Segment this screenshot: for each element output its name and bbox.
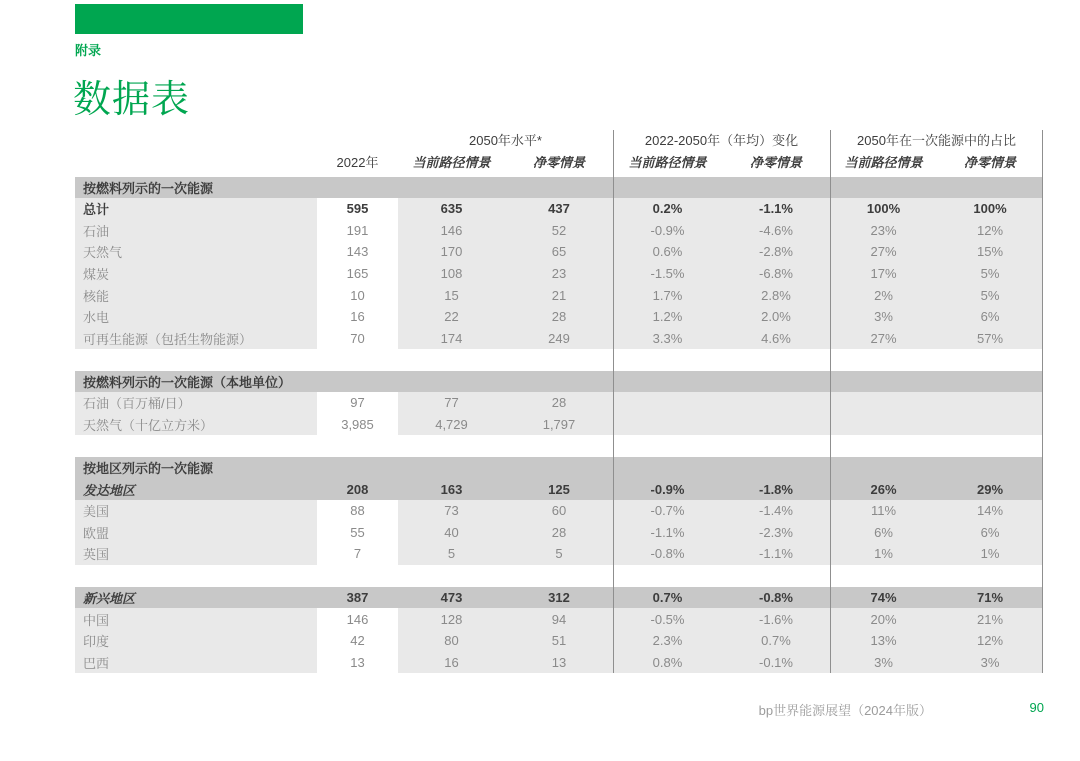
table-row [75, 630, 1043, 652]
table-body [75, 177, 1043, 673]
table-cell [937, 392, 1043, 414]
row-label: 天然气 [75, 241, 317, 263]
table-cell: 27% [830, 241, 937, 263]
table-cell: -0.9% [613, 478, 722, 500]
table-cell: 88 [317, 500, 398, 522]
section-gap [75, 435, 1043, 457]
table-cell: 5 [505, 543, 613, 565]
table-cell: 17% [830, 263, 937, 285]
table-cell: 13 [317, 652, 398, 674]
table-cell: 174 [398, 328, 505, 350]
row-label: 美国 [75, 500, 317, 522]
table-cell: 77 [398, 392, 505, 414]
table-cell: 100% [937, 198, 1043, 220]
table-cell: 15% [937, 241, 1043, 263]
table-cell: 3.3% [613, 328, 722, 350]
row-label: 中国 [75, 608, 317, 630]
table-cell: 16 [317, 306, 398, 328]
table-cell: 100% [830, 198, 937, 220]
table-cell: -0.5% [613, 608, 722, 630]
table-cell: 4,729 [398, 414, 505, 436]
table-cell [830, 414, 937, 436]
column-divider [613, 130, 614, 673]
column-header-row [75, 150, 1043, 177]
table-cell: 23% [830, 220, 937, 242]
table-cell: 3% [830, 652, 937, 674]
row-label: 水电 [75, 306, 317, 328]
table-cell: 16 [398, 652, 505, 674]
table-cell [722, 414, 830, 436]
table-cell: 3,985 [317, 414, 398, 436]
table-row [75, 198, 1043, 220]
row-label: 新兴地区 [75, 587, 317, 609]
table-row [75, 284, 1043, 306]
table-row [75, 263, 1043, 285]
column-header-current-path-2: 当前路径情景 [628, 155, 707, 170]
table-row [75, 306, 1043, 328]
table-cell: -4.6% [722, 220, 830, 242]
table-cell: 55 [317, 522, 398, 544]
footer-source-text: bp世界能源展望（2024年版） [758, 703, 932, 718]
section-header: 按地区列示的一次能源 [75, 457, 1043, 478]
table-row [75, 478, 1043, 500]
table-cell: -1.1% [722, 543, 830, 565]
table-cell: 51 [505, 630, 613, 652]
table-cell: -1.8% [722, 478, 830, 500]
table-cell: 249 [505, 328, 613, 350]
table-cell: 312 [505, 587, 613, 609]
table-cell: 22 [398, 306, 505, 328]
table-cell: 5% [937, 263, 1043, 285]
table-row [75, 587, 1043, 609]
table-row [75, 608, 1043, 630]
table-cell [937, 414, 1043, 436]
section-gap [75, 349, 1043, 371]
table-cell: 74% [830, 587, 937, 609]
table-cell: 5 [398, 543, 505, 565]
column-header-2022: 2022年 [336, 155, 379, 170]
table-cell: 42 [317, 630, 398, 652]
row-label: 可再生能源（包括生物能源） [75, 328, 317, 350]
table-cell: 70 [317, 328, 398, 350]
table-cell: 1.7% [613, 284, 722, 306]
table-cell: 6% [937, 306, 1043, 328]
table-cell: 387 [317, 587, 398, 609]
table-cell: 2.3% [613, 630, 722, 652]
column-header-net-zero-1: 净零情景 [532, 155, 585, 170]
table-cell: 2% [830, 284, 937, 306]
table-cell: 65 [505, 241, 613, 263]
table-cell: -2.8% [722, 241, 830, 263]
table-row [75, 220, 1043, 242]
table-row [75, 500, 1043, 522]
table-cell [613, 414, 722, 436]
table-cell: 52 [505, 220, 613, 242]
table-cell: 20% [830, 608, 937, 630]
table-cell: -1.5% [613, 263, 722, 285]
row-label: 发达地区 [75, 478, 317, 500]
table-cell: 128 [398, 608, 505, 630]
table-cell: 26% [830, 478, 937, 500]
table-cell: 12% [937, 630, 1043, 652]
table-cell: 28 [505, 392, 613, 414]
table-cell: -2.3% [722, 522, 830, 544]
table-cell: 208 [317, 478, 398, 500]
table-cell: 14% [937, 500, 1043, 522]
table-cell: -0.1% [722, 652, 830, 674]
table-cell: -0.8% [613, 543, 722, 565]
table-cell: 125 [505, 478, 613, 500]
data-table [75, 130, 1043, 673]
table-cell: 0.6% [613, 241, 722, 263]
table-cell: 143 [317, 241, 398, 263]
table-cell: -1.6% [722, 608, 830, 630]
table-cell: 3% [830, 306, 937, 328]
table-row [75, 328, 1043, 350]
table-cell: 165 [317, 263, 398, 285]
table-section [75, 371, 1043, 435]
table-row [75, 392, 1043, 414]
column-divider [1042, 130, 1043, 673]
table-cell: 4.6% [722, 328, 830, 350]
table-row [75, 543, 1043, 565]
table-cell: 146 [317, 608, 398, 630]
table-cell [613, 392, 722, 414]
table-cell: 28 [505, 306, 613, 328]
table-cell: 10 [317, 284, 398, 306]
table-cell: 1.2% [613, 306, 722, 328]
column-header-current-path-1: 当前路径情景 [412, 155, 491, 170]
table-cell: 6% [830, 522, 937, 544]
row-label: 欧盟 [75, 522, 317, 544]
table-cell: 163 [398, 478, 505, 500]
column-group-header-row [75, 130, 1043, 150]
row-label: 总计 [75, 198, 317, 220]
table-cell: 11% [830, 500, 937, 522]
table-section [75, 457, 1043, 564]
table-cell: 170 [398, 241, 505, 263]
footer-page-number: 90 [1029, 700, 1044, 715]
table-cell: -6.8% [722, 263, 830, 285]
row-label: 核能 [75, 284, 317, 306]
row-label: 印度 [75, 630, 317, 652]
table-row [75, 414, 1043, 436]
section-header: 按燃料列示的一次能源（本地单位） [75, 371, 1043, 392]
table-row [75, 652, 1043, 674]
page-title: 数据表 [73, 79, 191, 121]
table-cell: -0.7% [613, 500, 722, 522]
section-gap [75, 565, 1043, 587]
table-cell: 13% [830, 630, 937, 652]
row-label: 巴西 [75, 652, 317, 674]
column-group-change: 2022-2050年（年均）变化 [644, 133, 799, 148]
table-cell: -0.9% [613, 220, 722, 242]
table-section [75, 177, 1043, 349]
brand-color-bar [75, 4, 303, 34]
table-cell: 1,797 [505, 414, 613, 436]
column-divider [830, 130, 831, 673]
table-cell: 191 [317, 220, 398, 242]
table-cell: 2.0% [722, 306, 830, 328]
table-cell: 0.8% [613, 652, 722, 674]
table-cell: 0.2% [613, 198, 722, 220]
table-cell: 97 [317, 392, 398, 414]
table-cell: 29% [937, 478, 1043, 500]
table-cell: 60 [505, 500, 613, 522]
table-cell [722, 392, 830, 414]
column-group-share: 2050年在一次能源中的占比 [857, 133, 1016, 148]
row-label: 煤炭 [75, 263, 317, 285]
table-cell: -1.1% [722, 198, 830, 220]
table-cell: 595 [317, 198, 398, 220]
table-cell: 108 [398, 263, 505, 285]
table-cell: 6% [937, 522, 1043, 544]
table-cell: 40 [398, 522, 505, 544]
row-label: 石油 [75, 220, 317, 242]
table-cell: 57% [937, 328, 1043, 350]
table-cell: 94 [505, 608, 613, 630]
table-cell: 21% [937, 608, 1043, 630]
table-cell: 23 [505, 263, 613, 285]
table-cell: 0.7% [613, 587, 722, 609]
table-cell: 80 [398, 630, 505, 652]
row-label: 天然气（十亿立方米） [75, 414, 317, 436]
column-header-current-path-3: 当前路径情景 [844, 155, 923, 170]
table-cell: 146 [398, 220, 505, 242]
table-cell: -1.4% [722, 500, 830, 522]
row-label: 英国 [75, 543, 317, 565]
table-cell: -0.8% [722, 587, 830, 609]
table-cell: 473 [398, 587, 505, 609]
table-cell: 1% [937, 543, 1043, 565]
table-cell: 3% [937, 652, 1043, 674]
table-cell: 437 [505, 198, 613, 220]
column-group-levels-2050: 2050年水平* [469, 133, 542, 148]
table-cell: 15 [398, 284, 505, 306]
column-header-net-zero-2: 净零情景 [749, 155, 802, 170]
table-cell: 13 [505, 652, 613, 674]
row-label: 石油（百万桶/日） [75, 392, 317, 414]
section-header: 按燃料列示的一次能源 [75, 177, 1043, 198]
table-row [75, 241, 1043, 263]
table-cell: 1% [830, 543, 937, 565]
column-header-net-zero-3: 净零情景 [963, 155, 1016, 170]
table-cell: 5% [937, 284, 1043, 306]
table-cell: 7 [317, 543, 398, 565]
table-cell: 635 [398, 198, 505, 220]
table-cell: 0.7% [722, 630, 830, 652]
table-cell: 2.8% [722, 284, 830, 306]
table-cell: 27% [830, 328, 937, 350]
table-section [75, 587, 1043, 673]
table-row [75, 522, 1043, 544]
table-cell: -1.1% [613, 522, 722, 544]
table-cell: 21 [505, 284, 613, 306]
table-cell: 28 [505, 522, 613, 544]
table-cell: 73 [398, 500, 505, 522]
table-cell: 71% [937, 587, 1043, 609]
table-cell: 12% [937, 220, 1043, 242]
section-eyebrow: 附录 [75, 43, 102, 58]
table-cell [830, 392, 937, 414]
